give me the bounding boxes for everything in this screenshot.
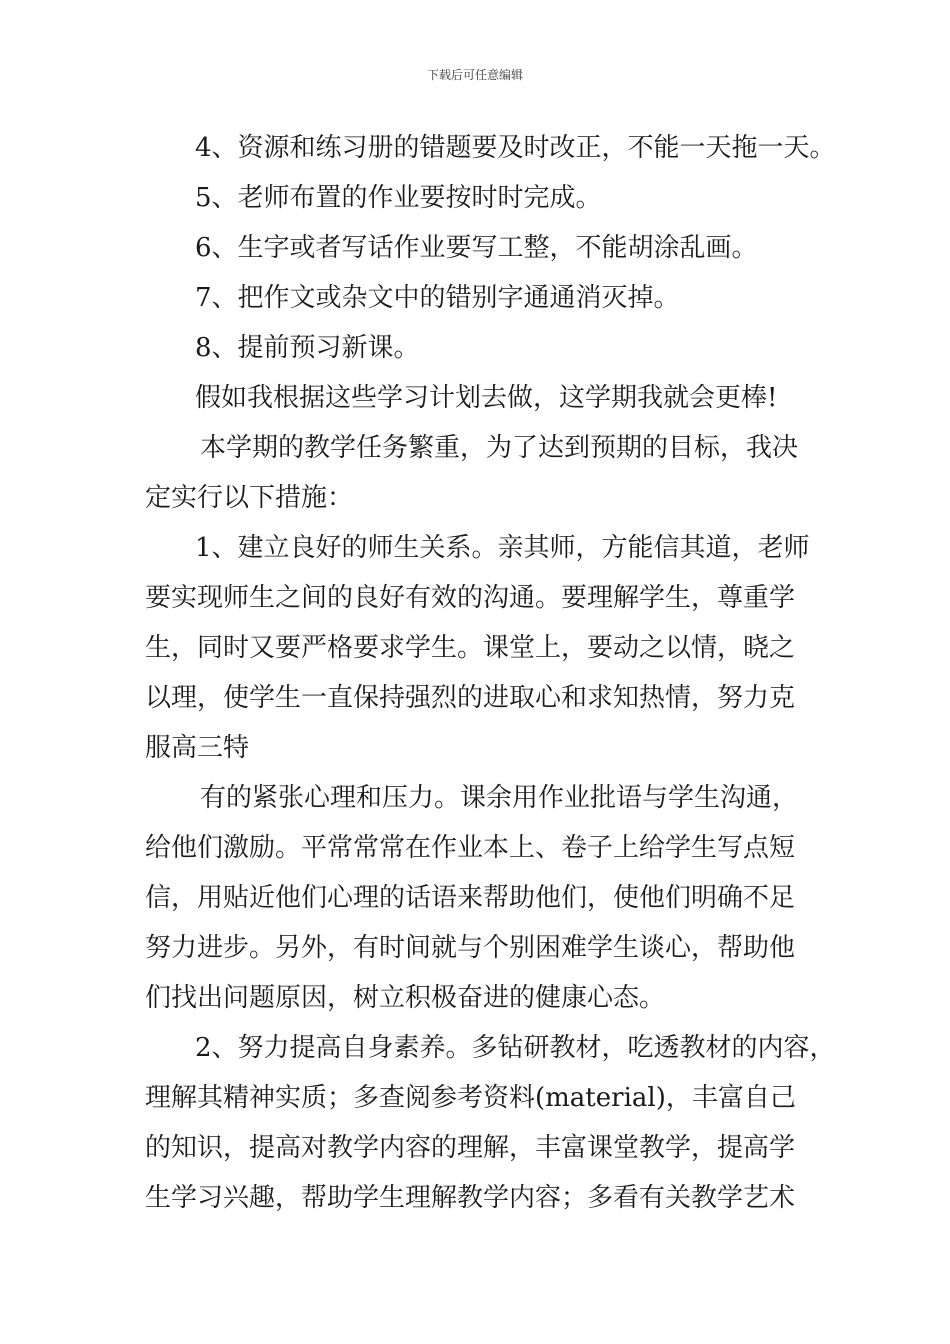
paragraph-line: 6、生字或者写话作业要写工整，不能胡涂乱画。 (195, 233, 758, 263)
paragraph-line: 7、把作文或杂文中的错别字通通消灭掉。 (195, 283, 680, 313)
paragraph-line: 的知识，提高对教学内容的理解，丰富课堂教学，提高学 (145, 1133, 796, 1163)
paragraph-line: 生，同时又要严格要求学生。课堂上，要动之以情，晓之 (145, 633, 796, 663)
paragraph-line: 2、努力提高自身素养。多钻研教材，吃透教材的内容， (195, 1033, 836, 1063)
paragraph-line: 要实现师生之间的良好有效的沟通。要理解学生，尊重学 (145, 583, 796, 613)
paragraph-line: 以理，使学生一直保持强烈的进取心和求知热情，努力克 (145, 683, 796, 713)
paragraph-line: 本学期的教学任务繁重，为了达到预期的目标，我决 (200, 433, 799, 463)
paragraph-line: 生学习兴趣，帮助学生理解教学内容；多看有关教学艺术 (145, 1183, 796, 1213)
paragraph-line: 定实行以下措施： (145, 483, 354, 513)
paragraph-line: 1、建立良好的师生关系。亲其师，方能信其道，老师 (195, 533, 810, 563)
paragraph-line: 有的紧张心理和压力。课余用作业批语与学生沟通， (200, 783, 799, 813)
paragraph-line: 4、资源和练习册的错题要及时改正，不能一天拖一天。 (195, 133, 836, 163)
paragraph-line: 给他们激励。平常常常在作业本上、卷子上给学生写点短 (145, 833, 796, 863)
paragraph-line: 8、提前预习新课。 (195, 333, 420, 363)
paragraph-line: 信，用贴近他们心理的话语来帮助他们，使他们明确不足 (145, 883, 796, 913)
paragraph-line: 假如我根据这些学习计划去做，这学期我就会更棒! (195, 383, 778, 413)
paragraph-line: 们找出问题原因，树立积极奋进的健康心态。 (145, 983, 666, 1013)
paragraph-line: 理解其精神实质；多查阅参考资料(material)，丰富自己 (145, 1083, 796, 1113)
page-header: 下载后可任意编辑 (426, 68, 523, 82)
paragraph-line: 努力进步。另外，有时间就与个别困难学生谈心，帮助他 (145, 933, 796, 963)
paragraph-line: 5、老师布置的作业要按时时完成。 (195, 183, 602, 213)
paragraph-line: 服高三特 (145, 733, 250, 763)
